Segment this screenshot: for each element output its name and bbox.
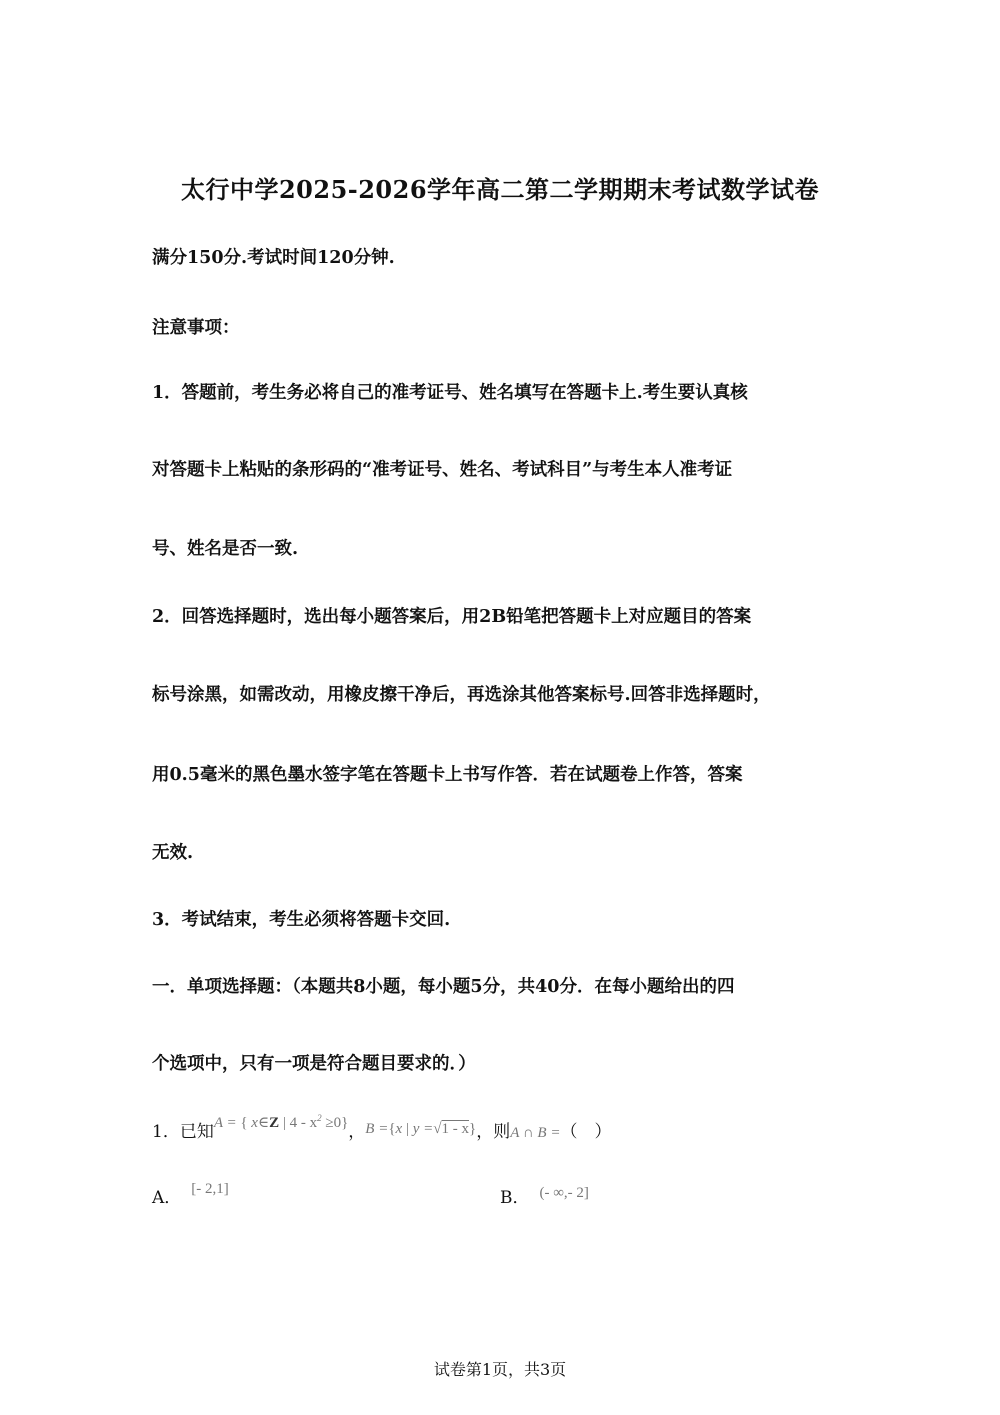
section-1-heading-line-2: 个选项中，只有一项是符合题目要求的．） — [152, 1054, 476, 1074]
option-b-value: (- ∞,- 2] — [539, 1185, 589, 1201]
note-line-1: 1．答题前，考生务必将自己的准考证号、姓名填写在答题卡上.考生要认真核 — [152, 383, 748, 403]
section-1-heading-line-1: 一．单项选择题：（本题共8小题，每小题5分，共40分．在每小题给出的四 — [152, 977, 735, 997]
option-b-label: B． — [500, 1188, 530, 1208]
page-footer: 试卷第1页，共3页 — [433, 1360, 567, 1379]
option-a-label: A． — [152, 1188, 182, 1208]
score-info: 满分150分.考试时间120分钟. — [152, 248, 395, 268]
set-b-expression: B ={x | y =√1 - x} — [365, 1121, 477, 1137]
note-line-6: 用0.5毫米的黑色墨水签字笔在答题卡上书写作答．若在试题卷上作答，答案 — [152, 765, 743, 785]
option-a-value: [- 2,1] — [191, 1181, 229, 1197]
answer-blank: （ ） — [560, 1122, 612, 1142]
note-line-2: 对答题卡上粘贴的条形码的“准考证号、姓名、考试科目”与考生本人准考证 — [152, 460, 733, 480]
note-line-8: 3．考试结束，考生必须将答题卡交回. — [152, 910, 451, 930]
question-1 — [152, 1113, 872, 1142]
exam-title: 太行中学2025-2026学年高二第二学期期末考试数学试卷 — [180, 175, 820, 204]
set-a-expression: A = { x∈Z | $4 - x^2 \ge 0$} — [213, 1113, 349, 1131]
note-line-5: 标号涂黑，如需改动，用橡皮擦干净后，再选涂其他答案标号.回答非选择题时， — [152, 685, 771, 705]
intersection-expression: A ∩ B = — [510, 1125, 561, 1141]
notes-heading: 注意事项： — [152, 318, 240, 338]
note-line-4: 2．回答选择题时，选出每小题答案后，用2B铅笔把答题卡上对应题目的答案 — [152, 607, 752, 627]
question-1-then: ，则 — [476, 1122, 511, 1142]
question-1-comma: ， — [348, 1122, 366, 1142]
note-line-7: 无效. — [152, 843, 194, 863]
question-1-prefix: 1．已知 — [152, 1122, 214, 1142]
option-b[interactable] — [500, 1183, 589, 1208]
note-line-3: 号、姓名是否一致. — [152, 539, 299, 559]
option-a[interactable] — [152, 1181, 229, 1208]
